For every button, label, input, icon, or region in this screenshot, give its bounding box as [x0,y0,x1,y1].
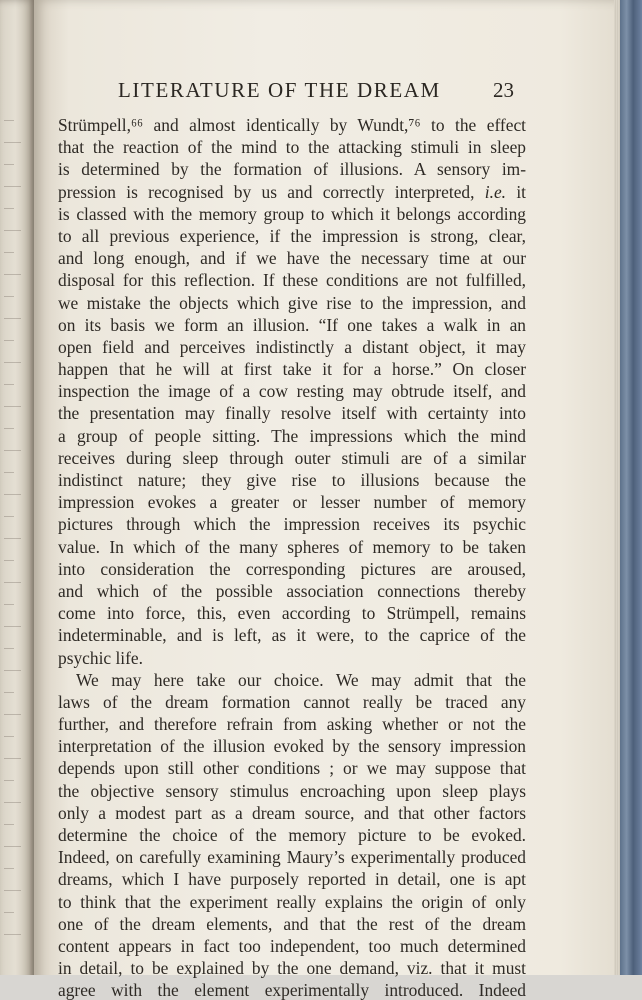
facing-page-text-mark [4,692,14,693]
facing-page-text-mark [4,626,21,627]
text-line: to think that the experiment really explains the origin of only [58,891,526,912]
facing-page-text-mark [4,406,21,407]
facing-page-text-mark [4,714,21,715]
facing-page-text-mark [4,648,14,649]
text-line: the presentation may finally resolve itself with certainty into [58,403,526,424]
line-segment: pression is recognised by us and correctly interpreted, [58,181,485,202]
text-line: happen that he will at first take it for a horse.” On closer [58,359,526,380]
text-line: interpretation of the illusion evoked by the sensory impression [58,736,526,757]
text-line: and long enough, and if we have the necessary time at our [58,248,526,269]
facing-page-text-mark [4,164,14,165]
text-line: indeterminable, and is left, as it were, to the caprice of the [58,625,526,646]
facing-page-text-mark [4,758,21,759]
facing-page-text-mark [4,868,14,869]
facing-page-text-mark [4,912,14,913]
facing-page-text-mark [4,296,14,297]
facing-page-text-mark [4,450,21,451]
text-line: on its basis we form an illusion. “If one takes a walk in an [58,314,526,335]
facing-page-text-mark [4,230,21,231]
facing-page-text-mark [4,890,21,891]
facing-page-text-mark [4,802,21,803]
facing-page-text-mark [4,670,21,671]
facing-page-text-mark [4,560,14,561]
facing-page-text-mark [4,582,21,583]
text-line: is classed with the memory group to which it belongs according [58,203,526,224]
text-line: impression evokes a greater or lesser number of memory [58,492,526,513]
facing-page-text-mark [4,428,14,429]
text-line: that the reaction of the mind to the attacking stimuli in sleep [58,137,526,158]
line-segment: it [506,181,526,202]
text-line: laws of the dream formation cannot really be traced any [58,691,526,712]
facing-page-text-mark [4,736,14,737]
text-line: receives during sleep through outer stimuli are of a similar [58,447,526,468]
text-line: to all previous experience, if the impression is strong, clear, [58,225,526,246]
facing-page-text-mark [4,252,14,253]
facing-page-text-mark [4,186,21,187]
facing-page-text-mark [4,472,14,473]
facing-page-text-mark [4,934,21,935]
text-line: agree with the element experimentally introduced. Indeed [58,980,526,1000]
text-line [58,181,526,203]
facing-page-text-mark [4,538,21,539]
facing-page-text-mark [4,318,21,319]
text-line: value. In which of the many spheres of memory to be taken [58,536,526,557]
body-text [58,114,526,1000]
facing-page-text-mark [4,604,14,605]
text-line: only a modest part as a dream source, and that other factors [58,802,526,823]
text-line: further, and therefore refrain from asking whether or not the [58,714,526,735]
page-header [118,78,514,108]
facing-page-text-mark [4,274,21,275]
facing-page-edge [0,0,34,1000]
facing-page-text-mark [4,208,14,209]
facing-page-text-mark [4,142,21,143]
text-line: is determined by the formation of illusions. A sensory im- [58,159,526,180]
facing-page-text-mark [4,780,14,781]
facing-page-text-mark [4,340,14,341]
text-line: and which of the possible association connections thereby [58,580,526,601]
text-line: come into force, this, even according to Strümpell, remains [58,603,526,624]
facing-page-text-mark [4,516,14,517]
text-line: inspection the image of a cow resting may obtrude itself, and [58,381,526,402]
text-line: open field and perceives indistinctly a distant object, it may [58,336,526,357]
facing-page-text-mark [4,494,21,495]
text-line: Strümpell,⁶⁶ and almost identically by Wundt,⁷⁶ to the effect [58,115,526,135]
text-line: determine the choice of the memory picture to be evoked. [58,825,526,845]
text-line: psychic life. [58,647,143,668]
text-line: into consideration the corresponding pictures are aroused, [58,558,526,579]
facing-page-text-mark [4,384,14,385]
book-cover [620,0,642,1000]
text-line: disposal for this reflection. If these conditions are not fulfilled, [58,270,526,291]
text-line: in detail, to be explained by the one demand, viz. that it must [58,958,526,979]
text-line: content appears in fact too independent, too much determined [58,935,526,956]
ie-italic: i.e. [484,181,507,202]
text-line: Indeed, on carefully examining Maury’s experimentally produced [58,847,526,868]
running-head: LITERATURE OF THE DREAM [118,78,441,102]
text-line: We may here take our choice. We may admit that the [76,669,526,690]
text-line: indistinct nature; they give rise to illusions because the [58,470,526,490]
text-line: pictures through which the impression receives its psychic [58,514,526,535]
text-line: we mistake the objects which give rise to the impression, and [58,292,526,313]
text-line: a group of people sitting. The impressions which the mind [58,425,526,446]
facing-page-text-mark [4,362,21,363]
text-line: one of the dream elements, and that the rest of the dream [58,913,526,934]
facing-page-text-mark [4,824,14,825]
text-line: the objective sensory stimulus encroaching upon sleep plays [58,780,526,801]
facing-page-text-mark [4,846,21,847]
text-line: depends upon still other conditions ; or we may suppose that [58,758,526,779]
text-line: dreams, which I have purposely reported in detail, one is apt [58,869,526,890]
page-number: 23 [493,78,514,102]
facing-page-text-mark [4,120,14,121]
